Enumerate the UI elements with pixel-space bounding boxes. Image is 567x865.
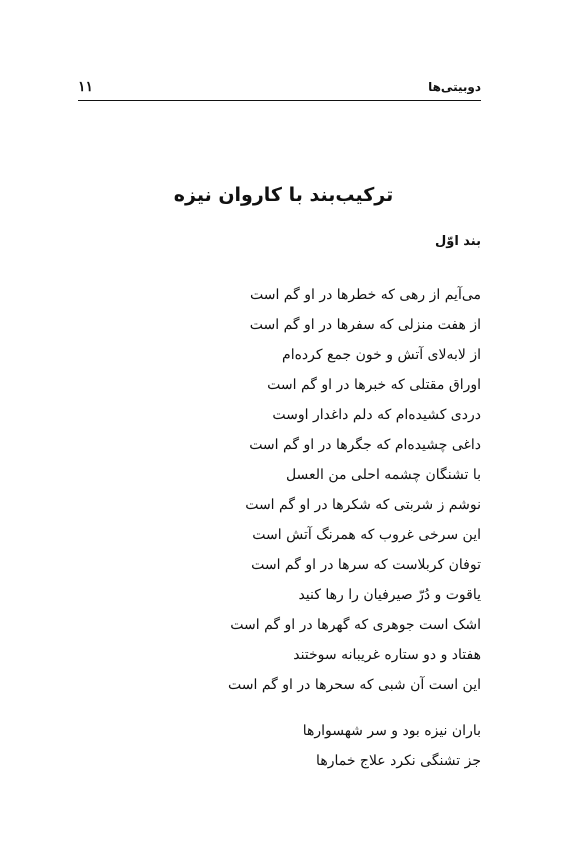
running-title: دوبیتی‌ها xyxy=(428,80,481,94)
stanza-gap xyxy=(161,700,481,716)
page-number: ۱۱ xyxy=(78,79,94,95)
verse-line: از لابه‌لای آتش و خون جمع کرده‌ام xyxy=(282,347,481,363)
verse-line: از هفت منزلی که سفرها در او گم است xyxy=(249,317,481,333)
verse-line: هفتاد و دو ستاره غریبانه سوختند xyxy=(293,647,481,663)
verse-line: می‌آیم از رهی که خطرها در او گم است xyxy=(249,287,481,303)
page-header xyxy=(78,74,481,101)
verse-line: اشک است جوهری که گهرها در او گم است xyxy=(230,617,481,633)
verse-line: این است آن شبی که سحرها در او گم است xyxy=(228,677,481,693)
verse-line: دردی کشیده‌ام که دلم داغدار اوست xyxy=(272,407,481,423)
poem-body xyxy=(161,280,481,776)
verse-line: این سرخی غروب که همرنگ آتش است xyxy=(252,527,481,543)
section-heading: بند اوّل xyxy=(434,234,481,249)
verse-line: یاقوت و دُرّ صیرفیان را رها کنید xyxy=(298,587,481,603)
poem-title: ترکیب‌بند با کاروان نیزه xyxy=(173,184,394,206)
verse-line: جز تشنگی نکرد علاج خمارها xyxy=(316,753,481,769)
verse-line: باران نیزه بود و سر شهسوارها xyxy=(302,723,481,739)
verse-line: اوراق مقتلی که خبرها در او گم است xyxy=(267,377,481,393)
verse-line: با تشنگان چشمه احلی من العسل xyxy=(285,467,481,483)
verse-line: توفان کربلاست که سرها در او گم است xyxy=(251,557,481,573)
verse-line: داغی چشیده‌ام که جگرها در او گم است xyxy=(249,437,481,453)
verse-line: نوشم ز شربتی که شکرها در او گم است xyxy=(245,497,481,513)
